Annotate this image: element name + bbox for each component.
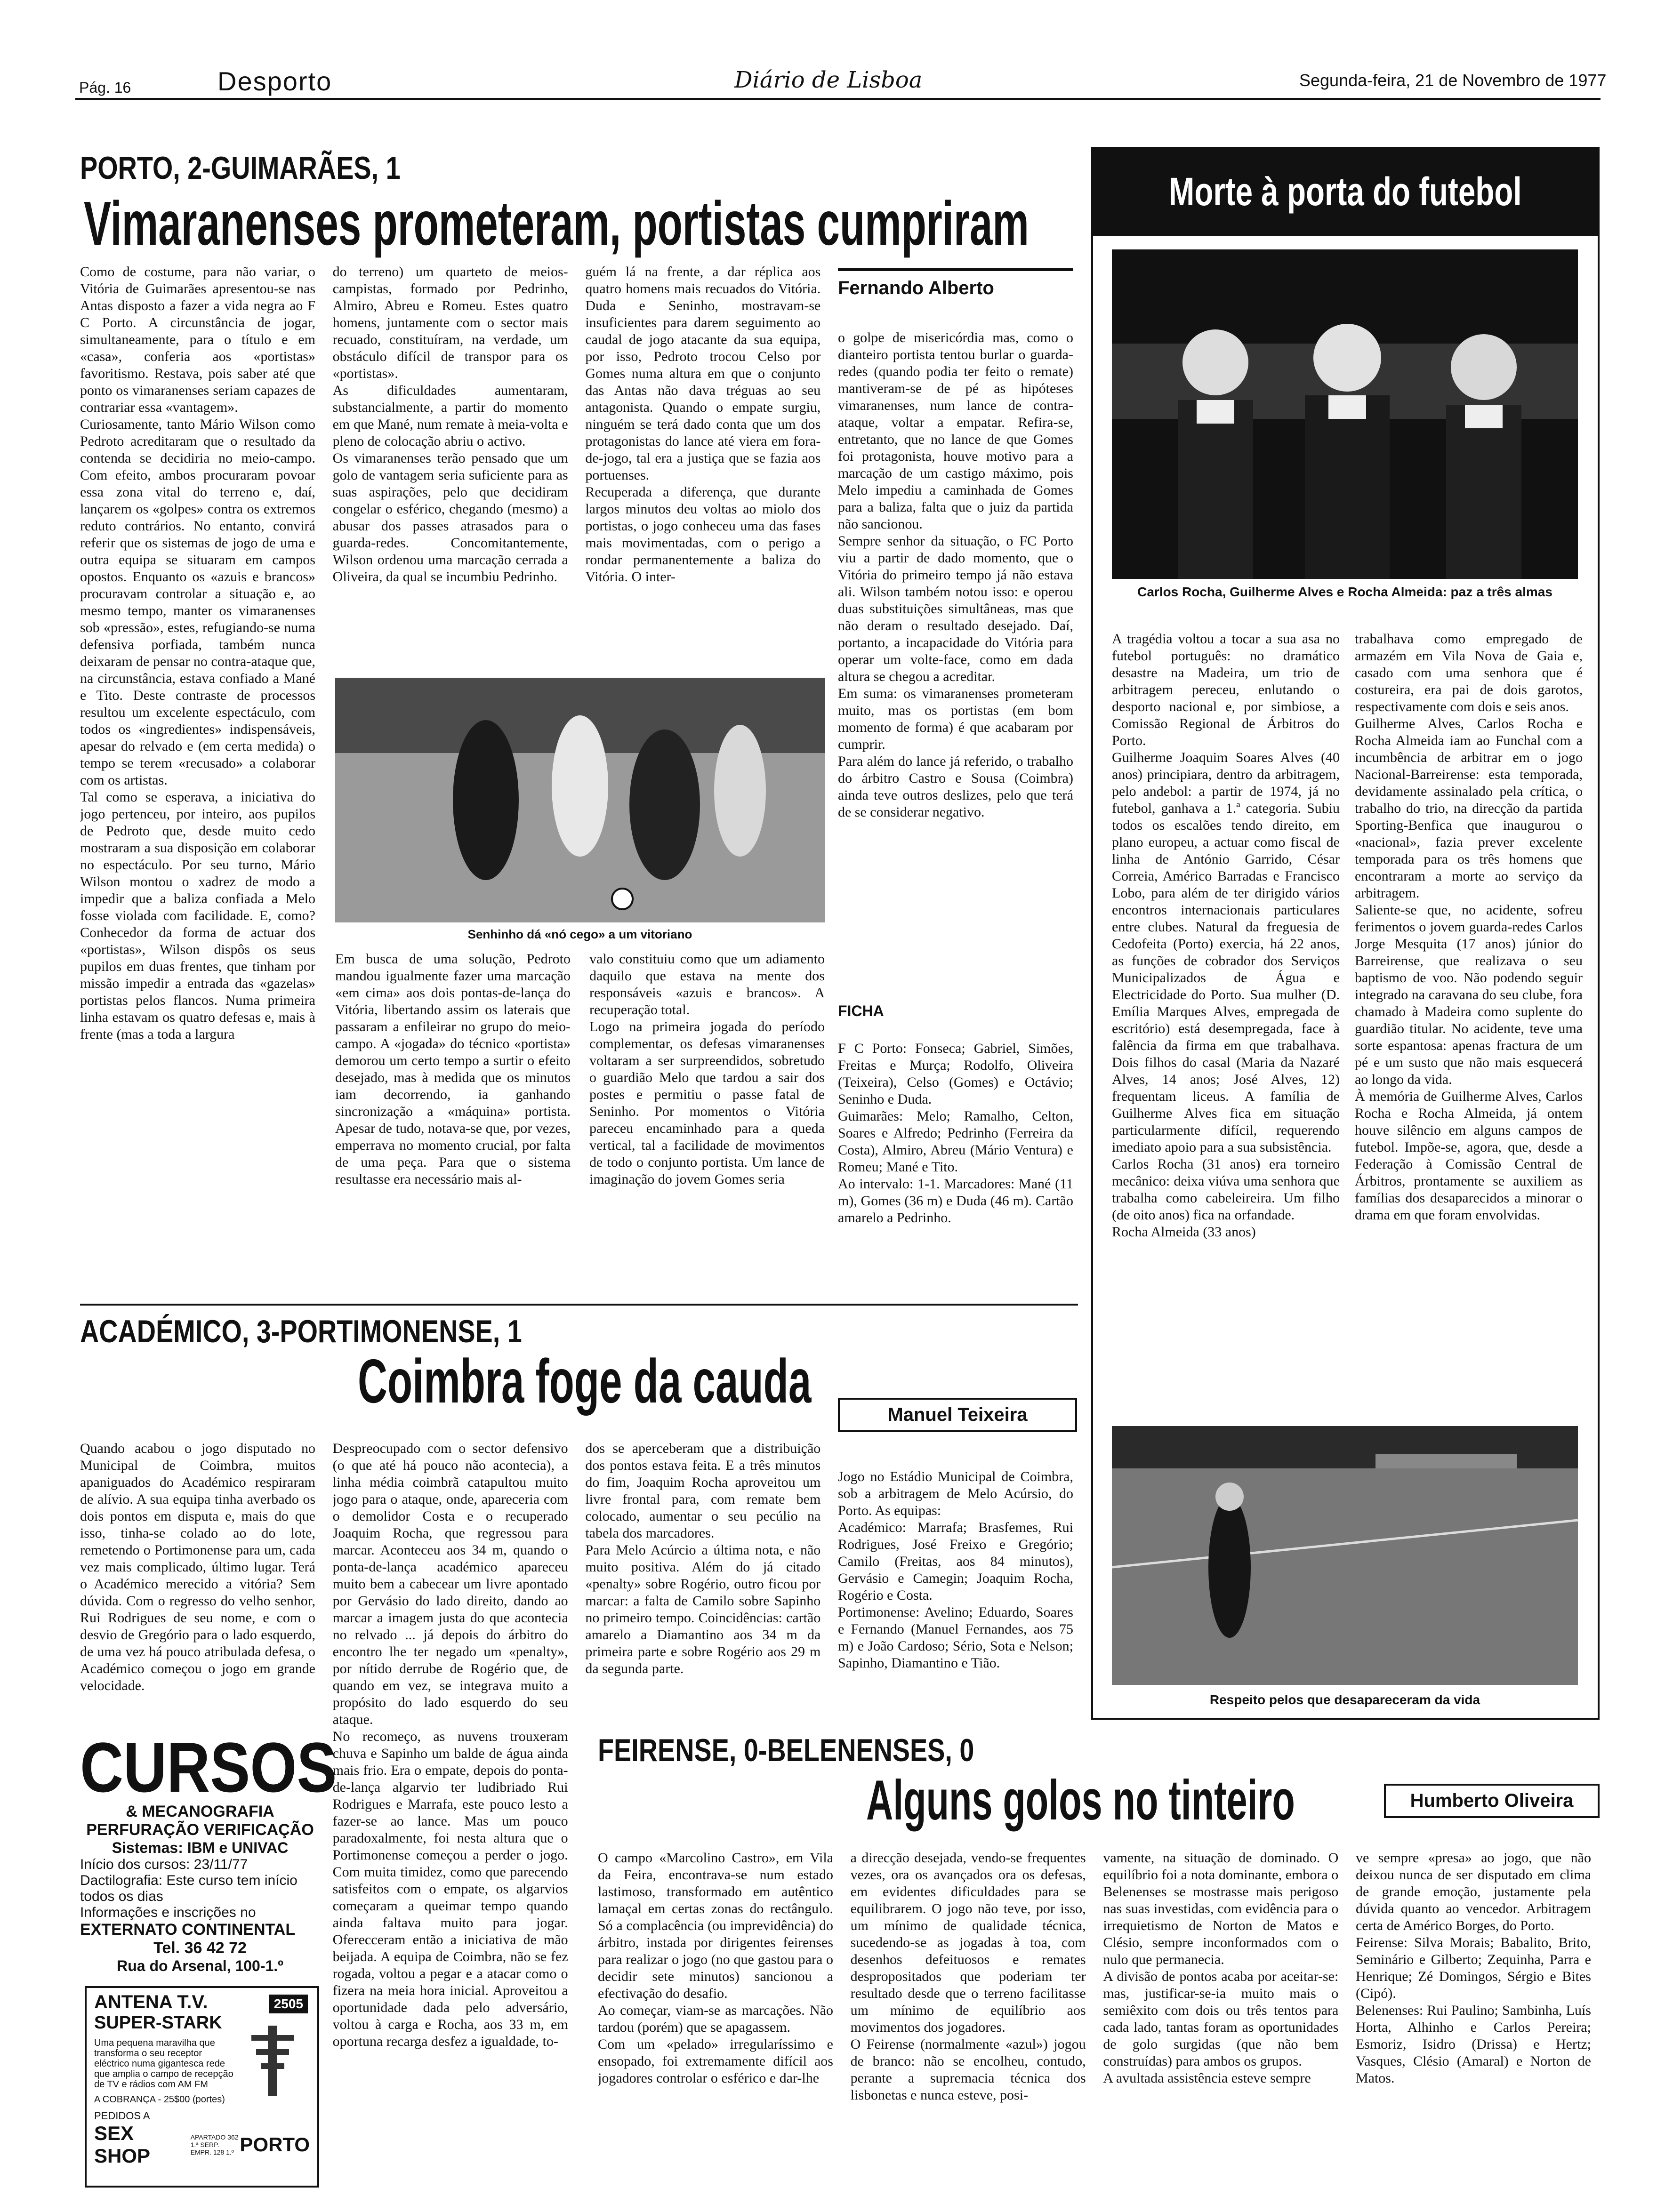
porto-col-3b: valo constituiu como que um adiamento daquilo que estava na mente dos responsáveis «azuis e brancos». A recuperação total. Logo na primeira jogada do período complementar, os defesas vimaranenses voltaram a ser surpreendidos, sobretudo o guardião Melo que tardou a sair dos postes e permitiu o passe fatal de Seninho. Por momentos o Vitória pareceu encaminhado para a queda vertical, tal a facilidade de movimentos de todo o conjunto portista. Um lance de imaginação do jovem Gomes seria [589, 951, 825, 1187]
antena-ad-badge: 2505 [269, 1995, 308, 2013]
porto-kicker: PORTO, 2-GUIMARÃES, 1 [80, 150, 401, 186]
antena-ad-title: ANTENA T.V. [94, 1992, 208, 2012]
antena-ad-price: A COBRANÇA - 25$00 (portes) [94, 2094, 225, 2105]
antena-ad-subtitle: SUPER-STARK [94, 2013, 222, 2033]
academico-headline: Coimbra foge da cauda [358, 1346, 812, 1416]
morte-photo2-image [1112, 1426, 1578, 1685]
sidebar-rule-bottom [1091, 1718, 1600, 1720]
morte-col-2: trabalhava como empregado de armazém em Vila Nova de Gaia e, casado com uma senhora que é costureira, era pai de dois garotos, respectivamente com dois e seis anos. Guilherme Alves, Carlos Rocha e Rocha Almeida iam ao Funchal com a incumbência de arbitrar em o jogo Nacional-Barreirense: esta temporada, devidamente assinalado pela crítica, o trabalho do trio, na direcção da partida Sporting-Benfica que inaugurou o «nacional», fazia prever excelente temporada para os três homens que encontraram a morte ao serviço da arbitragem. Saliente-se que, no acidente, sofreu ferimentos o jovem guarda-redes Carlos Jorge Mesquita (17 anos) júnior do Barreirense, que realizava o seu baptismo de voo. Não podendo seguir integrado na caravana do seu clube, fora chamado à Madeira como suplente do guardião titular. No acidente, teve uma sorte espantosa: apenas fractura de um pé e um susto que não mais esquecerá ao longo da vida. À memória de Guilherme Alves, Carlos Rocha e Rocha Almeida, já ontem houve silêncio em alguns campos de futebol. Impõe-se, agora, que, desde a Federação à Comissão Central de Árbitros, prontamente se auxiliem as famílias dos desaparecidos a minorar o drama em que foram envolvidas. [1355, 631, 1583, 1223]
sidebar-rule-left [1091, 147, 1093, 1719]
cursos-ad-line7: EXTERNATO CONTINENTAL [80, 1921, 296, 1939]
porto-col-3: guém lá na frente, a dar réplica aos quatro homens mais recuados do Vitória. Duda e Seninho, mostravam-se insuficientes para darem seguimento ao caudal de jogo atacante da sua equipa, por isso, Pedroto trocou Celso por Gomes numa altura em que o conjunto das Antas não dava tréguas ao seu antagonista. Quando o empate surgiu, ninguém se terá dado conta que um dos protagonistas do lance até viera em fora-de-jogo, tal era a justiça que se fazia aos portuenses. Recuperada a diferença, que durante largos minutos deu voltas ao miolo dos portistas, o jogo conheceu uma das fases mais movimentadas, com o perigo a rondar permanentemente a baliza do Vitória. O inter- [585, 264, 821, 585]
porto-col-1: Como de costume, para não variar, o Vitória de Guimarães apresentou-se nas Antas disposto a fazer a vida negra ao F C Porto. A circunstância de jogar, simultaneamente, para o título e em «casa», conferia aos «portistas» favoritismo. Restava, pois saber até que ponto os vimaranenses seriam capazes de contrariar essa «vantagem». Curiosamente, tanto Mário Wilson como Pedroto acreditaram que o resultado da contenda se decidiria no meio-campo. Com efeito, ambos procuraram povoar essa zona vital do terreno e, daí, lançarem os «golpes» contra os extremos reduto contrários. No entanto, convirá referir que os sistemas de jogo de uma e outra equipa se situaram em campos opostos. Enquanto os «azuis e brancos» procuravam controlar a situação e, ao mesmo tempo, manter os vimaranenses sob «pressão», estes, refugiando-se numa defensiva porfiada, também nunca deixaram de pensar no contra-ataque que, na circunstância, estava confiado a Mané e Tito. Deste contraste de processos resultou um excelente espectáculo, com todos os «ingredientes» indispensáveis, apesar do relvado e (em certa medida) o tempo se terem «recusado» a colaborar com os artistas. Tal como se esperava, a iniciativa do jogo pertenceu, por inteiro, aos pupilos de Pedroto que, desde muito cedo mostraram a sua disposição em colaborar no espectáculo. Por seu turno, Mário Wilson montou o xadrez de modo a impedir que a baliza confiada a Melo fosse violada com facilidade. E, como? Conhecedor da forma de actuar dos «portistas», Wilson dispôs os seus pupilos em duas frentes, que tinham por missão impedir a entrada das «gazelas» portistas pelos flancos. Numa primeira linha estavam os quatro defesas e, mais à frente (mas a toda a largura [80, 264, 315, 1042]
feirense-byline: Humberto Oliveira [1384, 1784, 1600, 1818]
porto-col-4: o golpe de misericórdia mas, como o dianteiro portista tentou burlar o guarda-redes (quando podia ter feito o remate) mantiveram-se de pé as hipóteses vimaranenses, num lance de contra-ataque, voltar a empatar. Refira-se, entretanto, que no lance de que Gomes foi protagonista, houve motivo para a marcação de um castigo máximo, pois Melo impediu a caminhada de Gomes para a baliza, falta que o juiz da partida não sancionou. Sempre senhor da situação, o FC Porto viu a partir de dado momento, que o Vitória do primeiro tempo já não estava ali. Wilson também notou isso: e operou duas substituições simultâneas, mas que não deram o resultado desejado. Daí, portanto, a incapacidade do Vitória para operar um volte-face, como em dada altura se chegou a acreditar. Em suma: os vimaranenses prometeram muito, mas os portistas (em bom momento de forma) é que acabaram por cumprir. Para além do lance já referido, o trabalho do árbitro Castro e Sousa (Coimbra) ainda teve outros deslizes, pelo que terá de se considerar negativo. [837, 330, 1073, 820]
cursos-ad-line3: Sistemas: IBM e UNIVAC [112, 1839, 289, 1856]
cursos-ad-line1: & MECANOGRAFIA [126, 1803, 274, 1820]
academico-col-4: Jogo no Estádio Municipal de Coimbra, sob a arbitragem de Melo Acúrsio, do Porto. As equipas: Académico: Marrafa; Brasfemes, Rui Rodrigues, José Freixo e Gregório; Camilo (Freitas, aos 84 minutos), Gervásio e Camegin; Joaquim Rocha, Rogério e Costa. Portimonense: Avelino; Eduardo, Soares e Fernando (Manuel Fernandes, aos 75 m) e João Cardoso; Sério, Sota e Nelson; Sapinho, Diamantino e Tião. [837, 1469, 1073, 1671]
cursos-ad-line2: PERFURAÇÃO VERIFICAÇÃO [86, 1821, 314, 1839]
page-number: Pág. 16 [79, 79, 131, 96]
feirense-columns [598, 1850, 1591, 2198]
morte-columns [1112, 631, 1583, 1412]
feirense-col-4: ve sempre «presa» ao jogo, que não deixou nunca de ser disputado em clima de grande emoção, justamente pela dúvida quanto ao vencedor. Arbitragem certa de Américo Borges, do Porto. Feirense: Silva Morais; Babalito, Brito, Seminário e Gilberto; Zequinha, Parra e Henrique; Zé Domingos, Sérgio e Bites (Cipó). Belenenses: Rui Paulino; Sambinha, Luís Horta, Alhinho e Carlos Pereira; Esmoriz, Isidro (Drissa) e Hertz; Vasques, Clésio (Amaral) e Norton de Matos. [1355, 1850, 1591, 2086]
feirense-col-3: vamente, na situação de dominado. O equilíbrio foi a nota dominante, embora o Belenenses se mostrasse mais perigoso nas suas investidas, com evidência para o irrequietismo de Norton de Matos e Clésio, sempre inconformados com o nulo que permanecia. A divisão de pontos acaba por aceitar-se: mas, justificar-se-ia muito mais o semiêxito com dois ou três tentos para cada lado, tantas foram as oportunidades de golo surgidas (que não bem construídas) para ambos os grupos. A avultada assistência esteve sempre [1103, 1850, 1339, 2086]
morte-photo-image [1112, 249, 1578, 579]
cursos-ad-line5: Dactilografia: Este curso tem início todos os dias [80, 1873, 298, 1904]
masthead: Diário de Lisboa [734, 67, 923, 93]
porto-match-photo [335, 678, 825, 922]
cursos-ad-line9: Rua do Arsenal, 100-1.º [117, 1957, 283, 1974]
academico-kicker: ACADÉMICO, 3-PORTIMONENSE, 1 [80, 1314, 522, 1349]
porto-headline: Vimaranenses prometeram, portistas cumpriram [84, 189, 1029, 258]
morte-photo-referees [1112, 249, 1578, 579]
antena-ad-shop: SEX SHOP [94, 2122, 151, 2167]
cursos-ad [80, 1728, 337, 1977]
antena-ad-address: APARTADO 362 1.ª SERP. EMPR. 128 1.º [190, 2133, 239, 2156]
feirense-col-1: O campo «Marcolino Castro», em Vila da Feira, encontrava-se num estado lastimoso, transformado em autêntico lamaçal em certas zonas do rectângulo. Só a complacência (ou imprevidência) do árbitro, instada por dirigentes feirenses para realizar o jogo (no que gastou para o decidir sete minutos) sancionou a efectivação do desafio. Ao começar, viam-se as marcações. Não tardou (porém) que se apagassem. Com um «pelado» irregularíssimo e ensopado, foi extremamente difícil aos jogadores controlar o esférico e dar-lhe [598, 1850, 833, 2086]
academico-col-1: Quando acabou o jogo disputado no Municipal de Coimbra, muitos apaniguados do Académico respiraram de alívio. A sua equipa tinha averbado os dois pontos em disputa e, mais do que isso, tinha-se colado ao do lote, remetendo o Portimonense para um, cada vez mais complicado, último lugar. Terá o Académico merecido a vitória? Sem dúvida. Com o regresso do velho senhor, Rui Rodrigues de seu nome, e com o desvio de Gregório para o lado esquerdo, de uma vez há pouco atribulada defesa, o Académico começou o jogo em grande velocidade. [80, 1441, 315, 1693]
morte-col-1: A tragédia voltou a tocar a sua asa no futebol português: no dramático desastre na Madeira, um trio de arbitragem pereceu, enlutando o desporto nacional e, por simbiose, a Comissão Regional de Árbitros do Porto. Guilherme Joaquim Soares Alves (40 anos) principiara, dentro da arbitragem, pelo andebol: a partir de 1974, já no futebol, ganhava a 1.ª categoria. Subiu todos os escalões tendo direito, em plano europeu, a actuar como fiscal de linha de António Garrido, César Correia, Américo Barradas e Francisco Lobo, para além de ter dirigido vários encontros internacionais particulares entre clubes. Natural da freguesia de Cedofeita (Porto) exercia, há 22 anos, as funções de cobrador dos Serviços Municipalizados de Água e Electricidade do Porto. Sua mulher (D. Emília Marques Alves, empregada de escritório) está desempregada, face à falência da firma em que trabalhava. Dois filhos do casal (Maria da Nazaré Alves, 14 anos; José Alves, 12) frequentam liceus. A família de Guilherme Alves fica em situação particularmente difícil, requerendo imediato apoio para a sua subsistência. Carlos Rocha (31 anos) era torneiro mecânico: deixa viúva uma senhora que trabalha como cabeleireira. Um filho (de oito anos) fica na orfandade. Rocha Almeida (33 anos) [1112, 631, 1340, 1240]
antena-ad-orders: PEDIDOS A [94, 2110, 150, 2122]
porto-photo-caption: Senhinho dá «nó cego» a um vitoriano [467, 927, 692, 941]
issue-date: Segunda-feira, 21 de Novembro de 1977 [1299, 71, 1607, 90]
feirense-kicker: FEIRENSE, 0-BELENENSES, 0 [598, 1732, 974, 1768]
section-title: Desporto [217, 66, 332, 96]
antena-ad [85, 1986, 319, 2188]
academico-byline: Manuel Teixeira [838, 1398, 1077, 1432]
cursos-ad-title: CURSOS [80, 1728, 337, 1807]
cursos-ad-line4: Início dos cursos: 23/11/77 [80, 1857, 248, 1872]
academico-col-3: dos se aperceberam que a distribuição dos pontos estava feita. E a três minutos do fim, Joaquim Rocha aproveitou um livre frontal para, com remate bem colocado, aumentar o seu pecúlio na tabela dos marcadores. Para Melo Acúrcio a última nota, e não muito positiva. Além do já citado «penalty» sobre Rogério, outro ficou por marcar: a falta de Camilo sobre Sapinho no primeiro tempo. Coincidências: cartão amarelo a Diamantino aos 34 m da primeira parte e sobre Rogério aos 29 m da segunda parte. [585, 1441, 821, 1676]
antena-icon [247, 2021, 298, 2096]
porto-byline: Fernando Alberto [838, 268, 1073, 299]
porto-bottom-columns [335, 951, 825, 1299]
antena-ad-body: Uma pequena maravilha que transforma o seu receptor eléctrico numa gigantesca rede que amplia o campo de recepção de TV e rádios com AM FM [94, 2038, 233, 2090]
porto-col-2: do terreno) um quarteto de meios-campistas, formado por Pedrinho, Almiro, Abreu e Romeu. Estes quatro homens, juntamente com o sector mais recuado, constituíram, na verdade, um obstáculo difícil de transpor para os «portistas». As dificuldades aumentaram, substancialmente, a partir do momento em que Mané, num remate à meia-volta e pleno de colocação abriu o activo. Os vimaranenses terão pensado que um golo de vantagem seria suficiente para as suas aspirações, pelo que decidiram congelar o esférico, chegando (mesmo) a abusar dos passes atrasados para o guarda-redes. Concomitantemente, Wilson ordenou uma marcação cerrada a Oliveira, da qual se incumbiu Pedrinho. [332, 264, 568, 585]
porto-ficha [838, 979, 1073, 1299]
porto-ficha-title: FICHA [838, 1002, 884, 1019]
morte-title: Morte à porta do futebol [1169, 169, 1522, 214]
academico-col-2: Despreocupado com o sector defensivo (o que até há pouco não acontecia), a linha média coimbrã catapultou muito jogo para o ataque, onde, apareceria com o demolidor Costa e o recuperado Joaquim Rocha, que regressou para marcar. Aconteceu aos 34 m, quando o ponta-de-lança académico apareceu muito bem a cabecear um livre apontado por Gervásio do lado direito, dando ao marcar a imagem justa do que acontecia no relvado ... já depois do árbitro do encontro lhe ter negado um «penalty», por nítido derrube de Rogério que, de quando em vez, se integrava muito a propósito do lado esquerdo do seu ataque. No recomeço, as nuvens trouxeram chuva e Sapinho um balde de água ainda mais frio. Era o empate, depois do ponta-de-lança algarvio ter ludibriado Rui Rodrigues e Marrafa, este pouco lesto a fazer-se ao lance. Mas um pouco paradoxalmente, foi nesta altura que o Portimonense começou a perder o jogo. Com muita timidez, como que parecendo satisfeitos com o empate, os algarvios começaram a queimar tempo quando ainda faltava muito para jogar. Oferecceram então a iniciativa de mão beijada. A equipa de Coimbra, não se fez rogada, voltou a pegar e a atacar como o fizera na meia hora inicial. Aproveitou a oportunidade dada pelo adversário, voltou à carga e Rocha, aos 33 m, em oportuna recarga desfez a igualdade, to- [332, 1441, 568, 2049]
antena-ad-illustration [247, 2021, 298, 2096]
morte-photo-caption: Carlos Rocha, Guilherme Alves e Rocha Almeida: paz a três almas [1137, 585, 1552, 599]
porto-bottom-rule [80, 1304, 1078, 1306]
feirense-col-2: a direcção desejada, vendo-se frequentes vezes, ora os avançados ora os defesas, em evidentes dificuldades para se equilibrarem. O jogo não teve, por isso, um mínimo de qualidade técnica, sucedendo-se as jogadas à toa, com desenhos defeituosos e remates despropositados que poderiam ter resultado desde que o terreno facilitasse um mínimo de equilíbrio aos movimentos dos jogadores. O Feirense (normalmente «azul») jogou de branco: não se encolheu, contudo, perante a supremacia técnica dos lisbonetas e nunca esteve, posi- [850, 1850, 1086, 2103]
morte-photo2-caption: Respeito pelos que desapareceram da vida [1209, 1692, 1480, 1707]
antena-ad-city: PORTO [240, 2133, 310, 2156]
porto-ficha-text: F C Porto: Fonseca; Gabriel, Simões, Freitas e Murça; Rodolfo, Oliveira (Teixeira), Celso (Gomes) e Octávio; Seninho e Duda. Guimarães: Melo; Ramalho, Celton, Soares e Alfredo; Pedrinho (Ferreira da Costa), Almiro, Abreu (Mário Ventura) e Romeu; Mané e Tito. Ao intervalo: 1-1. Marcadores: Mané (11 m), Gomes (36 m) e Duda (46 m). Cartão amarelo a Pedrinho. [838, 1041, 1073, 1226]
cursos-ad-line6: Informações e inscrições no [80, 1905, 256, 1920]
sidebar-rule-right [1598, 147, 1600, 1719]
morte-title-banner [1091, 147, 1600, 236]
header-rule [75, 98, 1601, 100]
cursos-ad-line8: Tel. 36 42 72 [153, 1939, 247, 1957]
porto-col-2b: Em busca de uma solução, Pedroto mandou igualmente fazer uma marcação «em cima» aos dois pontas-de-lança do Vitória, libertando assim os laterais que passaram a enfileirar no grupo do meio-campo. A «jogada» do técnico «portista» demorou um certo tempo a surtir o efeito desejado, mas à medida que os minutos iam decorrendo, ia ganhando sincronização a «máquina» portista. Apesar de tudo, notava-se que, por vezes, emperrava no momento crucial, por falta de uma peça. Para que o sistema resultasse era necessário mais al- [335, 951, 571, 1187]
feirense-headline: Alguns golos no tinteiro [866, 1769, 1295, 1832]
porto-photo-image [335, 678, 825, 922]
morte-photo-stadium [1112, 1426, 1578, 1685]
